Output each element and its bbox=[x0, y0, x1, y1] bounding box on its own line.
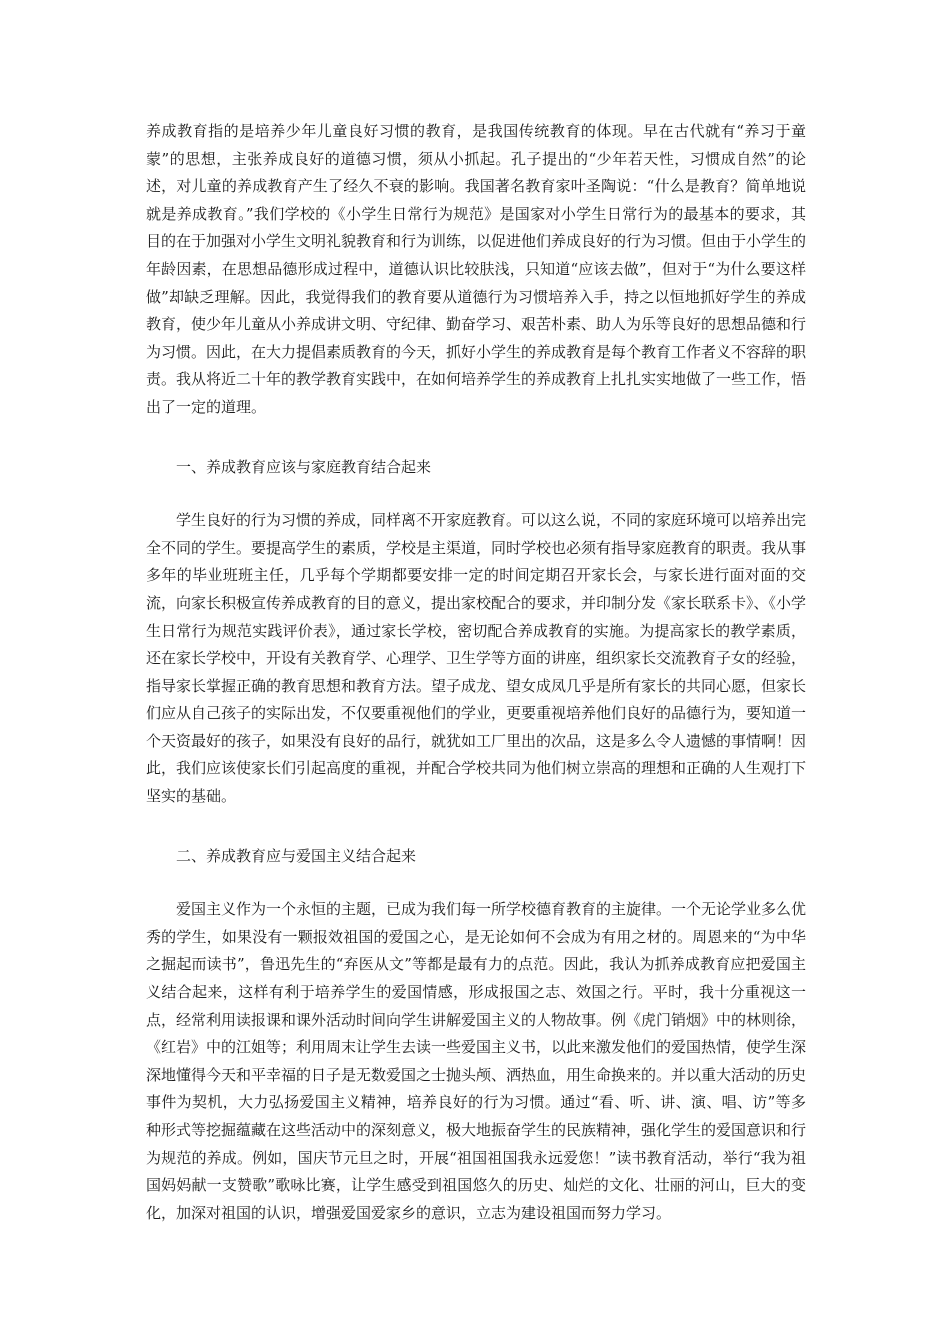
spacer bbox=[146, 811, 806, 843]
section-1-paragraph: 学生良好的行为习惯的养成，同样离不开家庭教育。可以这么说，不同的家庭环境可以培养出完全不同的学生。要提高学生的素质，学校是主渠道，同时学校也必须有指导家庭教育的职责。我从事多年的毕业班班主任，几乎每个学期都要安排一定的时间定期召开家长会，与家长进行面对面的交流，向家长积极宣传养成教育的目的意义，提出家校配合的要求，并印制分发《家长联系卡》、《小学生日常行为规范实践评价表》，通过家长学校，密切配合养成教育的实施。为提高家长的教学素质，还在家长学校中，开设有关教育学、心理学、卫生学等方面的讲座，组织家长交流教育子女的经验，指导家长掌握正确的教育思想和教育方法。望子成龙、望女成凤几乎是所有家长的共同心愿，但家长们应从自己孩子的实际出发，不仅要重视他们的学业，更要重视培养他们良好的品德行为，要知道一个天资最好的孩子，如果没有良好的品行，就犹如工厂里出的次品，这是多么令人遗憾的事情啊！因此，我们应该使家长们引起高度的重视，并配合学校共同为他们树立崇高的理想和正确的人生观打下坚实的基础。 bbox=[146, 511, 807, 806]
spacer bbox=[146, 481, 806, 507]
spacer bbox=[146, 870, 806, 896]
document-page bbox=[146, 118, 806, 1227]
section-2-paragraph: 爱国主义作为一个永恒的主题，已成为我们每一所学校德育教育的主旋律。一个无论学业多么优秀的学生，如果没有一颗报效祖国的爱国之心，是无论如何不会成为有用之材的。周恩来的“为中华之掘起而读书”，鲁迅先生的“弃医从文”等都是最有力的点范。因此，我认为抓养成教育应把爱国主义结合起来，这样有利于培养学生的爱国情感，形成报国之志、效国之行。平时，我十分重视这一点，经常利用读报课和课外活动时间向学生讲解爱国主义的人物故事。例《虎门销烟》中的林则徐，《红岩》中的江姐等；利用周末让学生去读一些爱国主义书，以此来激发他们的爱国热情，使学生深深地懂得今天和平幸福的日子是无数爱国之士抛头颅、洒热血，用生命换来的。并以重大活动的历史事件为契机，大力弘扬爱国主义精神，培养良好的行为习惯。通过“看、听、讲、演、唱、访”等多种形式等挖掘蕴藏在这些活动中的深刻意义，极大地振奋学生的民族精神，强化学生的爱国意识和行为规范的养成。例如，国庆节元旦之时，开展“祖国祖国我永远爱您！”读书教育活动，举行“我为祖国妈妈献一支赞歌”歌咏比赛，让学生感受到祖国悠久的历史、灿烂的文化、壮丽的河山，巨大的变化，加深对祖国的认识，增强爱国爱家乡的意识，立志为建设祖国而努力学习。 bbox=[146, 900, 807, 1222]
section-2-heading: 二、养成教育应与爱国主义结合起来 bbox=[176, 846, 417, 865]
section-1-heading: 一、养成教育应该与家庭教育结合起来 bbox=[176, 457, 432, 476]
intro-paragraph: 养成教育指的是培养少年儿童良好习惯的教育，是我国传统教育的体现。早在古代就有“养习于童蒙”的思想，主张养成良好的道德习惯，须从小抓起。孔子提出的“少年若天性，习惯成自然”的论述，对儿童的养成教育产生了经久不衰的影响。我国著名教育家叶圣陶说：“什么是教育？简单地说就是养成教育。”我们学校的《小学生日常行为规范》是国家对小学生日常行为的最基本的要求，其目的在于加强对小学生文明礼貌教育和行为训练，以促进他们养成良好的行为习惯。但由于小学生的年龄因素，在思想品德形成过程中，道德认识比较肤浅，只知道“应该去做”，但对于“为什么要这样做”却缺乏理解。因此，我觉得我们的教育要从道德行为习惯培养入手，持之以恒地抓好学生的养成教育，使少年儿童从小养成讲文明、守纪律、勤奋学习、艰苦朴素、助人为乐等良好的思想品德和行为习惯。因此，在大力提倡素质教育的今天，抓好小学生的养成教育是每个教育工作者义不容辞的职责。我从将近二十年的教学教育实践中，在如何培养学生的养成教育上扎扎实实地做了一些工作，悟出了一定的道理。 bbox=[146, 122, 807, 416]
spacer bbox=[146, 422, 806, 454]
